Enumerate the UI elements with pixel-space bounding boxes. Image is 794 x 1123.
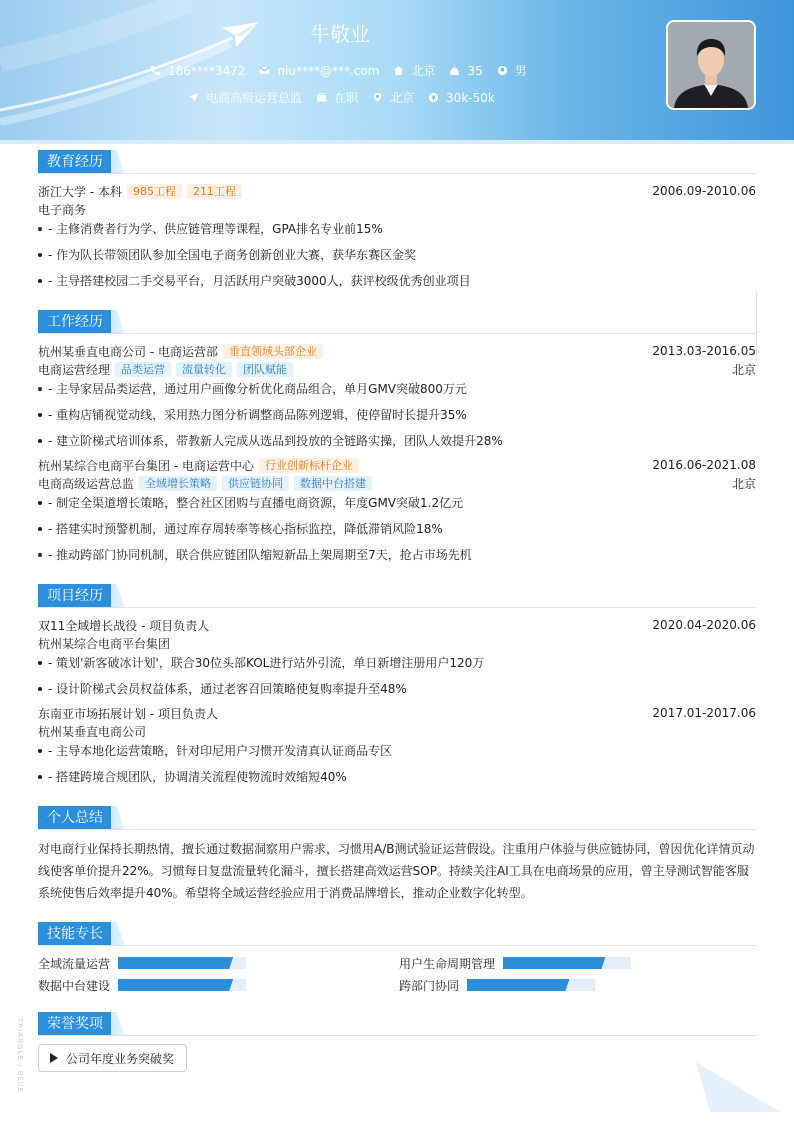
project-1-header	[38, 617, 756, 633]
bullet-text: - 策划'新客破冰计划'，联合30位头部KOL进行站外引流，单日新增注册用户120万	[48, 656, 485, 670]
bullet-text: - 主导搭建校园二手交易平台，月活跃用户突破3000人，获评校级优秀创业项目	[48, 274, 471, 288]
skill-bar-fill	[118, 957, 233, 969]
bullet-text: - 建立阶梯式培训体系，带教新人完成从选品到投放的全链路实操，团队人效提升28%	[48, 434, 503, 448]
list-item	[38, 221, 756, 237]
bullet-dot	[38, 387, 42, 391]
skill-bar-fill	[467, 979, 569, 991]
gender-item	[497, 62, 527, 79]
avatar-portrait	[668, 22, 754, 108]
title-triangle	[111, 806, 125, 830]
list-item	[38, 547, 756, 563]
section-title-skills	[38, 922, 125, 946]
send-icon	[188, 92, 199, 103]
home-icon	[393, 65, 404, 76]
age-value: 35	[467, 63, 483, 78]
email-value: niu****@***.com	[277, 63, 380, 78]
section-rule	[38, 173, 756, 174]
work-location: 北京	[731, 362, 756, 377]
project-title: 东南亚市场拓展计划 - 项目负责人	[38, 706, 218, 721]
gender-icon	[497, 65, 508, 76]
phone-item	[150, 64, 245, 78]
job-intent-row	[188, 89, 509, 106]
salary-value: 30k-50k	[446, 90, 495, 105]
target-city-value: 北京	[390, 91, 415, 105]
bullet-dot	[38, 749, 42, 753]
project-2-org: 杭州某垂直电商公司	[38, 724, 147, 739]
skill-item	[399, 977, 595, 993]
award-name: 公司年度业务突破奖	[66, 1051, 175, 1066]
section-title-education	[38, 150, 125, 174]
project-1-org: 杭州某综合电商平台集团	[38, 636, 171, 651]
section-rule	[38, 1035, 756, 1036]
bullet-text: - 推动跨部门协同机制，联合供应链团队缩短新品上架周期至7天，抢占市场先机	[48, 548, 472, 562]
title-triangle	[111, 584, 125, 608]
title-triangle	[111, 922, 125, 946]
project-dates: 2020.04-2020.06	[652, 618, 756, 632]
list-item	[38, 655, 756, 671]
role-tag: 供应链协同	[222, 476, 289, 491]
margin-line	[756, 292, 757, 362]
work-location: 北京	[731, 476, 756, 491]
skill-name: 跨部门协同	[399, 978, 460, 993]
role-tag: 数据中台搭建	[294, 476, 372, 491]
bullet-dot	[38, 775, 42, 779]
skill-item	[399, 955, 631, 971]
status-value: 在职	[334, 91, 359, 105]
bullet-dot	[38, 439, 42, 443]
work-dates: 2016.06-2021.08	[652, 458, 756, 472]
company-line: 杭州某垂直电商公司 - 电商运营部	[38, 344, 218, 359]
skill-bar	[118, 979, 246, 991]
status-item	[316, 89, 358, 106]
education-header	[38, 183, 756, 199]
bullet-text: - 主导本地化运营策略，针对印尼用户习惯开发清真认证商品专区	[48, 744, 393, 758]
bullet-text: - 搭建实时预警机制，通过库存周转率等核心指标监控，降低滞销风险18%	[48, 522, 443, 536]
bullet-dot	[38, 553, 42, 557]
section-label: 工作经历	[38, 310, 111, 334]
corner-triangle-decoration	[696, 1062, 780, 1112]
gender-value: 男	[514, 64, 527, 78]
list-item	[38, 743, 756, 759]
position-item	[188, 89, 302, 106]
header-banner	[0, 0, 794, 140]
company-tag: 行业创新标杆企业	[259, 458, 359, 473]
section-rule	[38, 333, 756, 334]
play-icon	[50, 1053, 58, 1063]
section-rule	[38, 829, 756, 830]
school-tag: 211工程	[187, 184, 242, 199]
phone-value: 186****3472	[168, 63, 246, 78]
list-item	[38, 407, 756, 423]
skill-name: 用户生命周期管理	[399, 956, 496, 971]
education-dates: 2006.09-2010.06	[652, 184, 756, 198]
header-divider	[0, 140, 794, 144]
bullet-dot	[38, 227, 42, 231]
bullet-text: - 主修消费者行为学、供应链管理等课程，GPA排名专业前15%	[48, 222, 383, 236]
contact-row	[150, 62, 541, 79]
skill-item	[38, 955, 246, 971]
watermark: TRIANGLE / BLUE	[16, 1018, 24, 1093]
bullet-text: - 重构店铺视觉动线，采用热力图分析调整商品陈列逻辑，使停留时长提升35%	[48, 408, 467, 422]
briefcase-icon	[316, 92, 327, 103]
bullet-text: - 制定全渠道增长策略，整合社区团购与直播电商资源，年度GMV突破1.2亿元	[48, 496, 464, 510]
list-item	[38, 521, 756, 537]
section-label: 个人总结	[38, 806, 111, 830]
section-title-work	[38, 310, 125, 334]
list-item	[38, 495, 756, 511]
skill-name: 数据中台建设	[38, 978, 111, 993]
title-triangle	[111, 1012, 125, 1036]
bullet-text: - 搭建跨境合规团队，协调清关流程使物流时效缩短40%	[48, 770, 347, 784]
work-dates: 2013.03-2016.05	[652, 344, 756, 358]
bullet-text: - 设计阶梯式会员权益体系，通过老客召回策略使复购率提升至48%	[48, 682, 407, 696]
section-title-honors	[38, 1012, 125, 1036]
education-major: 电子商务	[38, 202, 87, 217]
section-label: 技能专长	[38, 922, 111, 946]
project-dates: 2017.01-2017.06	[652, 706, 756, 720]
city-value: 北京	[411, 64, 436, 78]
work-2-header	[38, 457, 756, 473]
bullet-dot	[38, 413, 42, 417]
candidate-name: 牛敬业	[310, 22, 370, 46]
age-item	[449, 64, 482, 78]
position-value: 电商高级运营总监	[206, 91, 303, 105]
bullet-dot	[38, 501, 42, 505]
bullet-dot	[38, 527, 42, 531]
company-line: 杭州某综合电商平台集团 - 电商运营中心	[38, 458, 254, 473]
skill-bar-fill	[503, 957, 605, 969]
email-item	[259, 64, 379, 78]
bullet-text: - 主导家居品类运营，通过用户画像分析优化商品组合，单月GMV突破800万元	[48, 382, 467, 396]
role-title: 电商运营经理	[38, 362, 111, 377]
list-item	[38, 247, 756, 263]
section-title-summary	[38, 806, 125, 830]
work-1-header	[38, 343, 756, 359]
work-1-role	[38, 361, 756, 377]
list-item	[38, 769, 756, 785]
city-item	[393, 62, 435, 79]
section-label: 项目经历	[38, 584, 111, 608]
salary-item	[428, 91, 495, 105]
skill-item	[38, 977, 246, 993]
section-rule	[38, 607, 756, 608]
bullet-dot	[38, 279, 42, 283]
skill-name: 全域流量运营	[38, 956, 111, 971]
skill-bar-fill	[118, 979, 233, 991]
role-tag: 品类运营	[115, 362, 171, 377]
section-rule	[38, 945, 756, 946]
project-2-header	[38, 705, 756, 721]
target-city-item	[372, 89, 414, 106]
title-triangle	[111, 150, 125, 174]
school-line: 浙江大学 - 本科	[38, 184, 122, 199]
company-tag: 垂直领域头部企业	[223, 344, 323, 359]
list-item	[38, 681, 756, 697]
mail-icon	[259, 65, 270, 76]
school-tag: 985工程	[127, 184, 182, 199]
bullet-dot	[38, 687, 42, 691]
avatar	[666, 20, 756, 110]
skill-bar	[118, 957, 246, 969]
bullet-dot	[38, 661, 42, 665]
role-title: 电商高级运营总监	[38, 476, 135, 491]
skill-bar	[503, 957, 631, 969]
salary-icon	[428, 92, 439, 103]
skill-bar	[467, 979, 595, 991]
section-label: 教育经历	[38, 150, 111, 174]
bullet-dot	[38, 253, 42, 257]
list-item	[38, 381, 756, 397]
section-title-projects	[38, 584, 125, 608]
age-icon	[449, 65, 460, 76]
summary-text: 对电商行业保持长期热情，擅长通过数据洞察用户需求，习惯用A/B测试验证运营假设。注重用户体验与供应链协同，曾因优化详情页动线使客单价提升22%。习惯每日复盘流量转化漏斗，擅长搭建高效运营SOP。持续关注AI工具在电商场景的应用，曾主导测试智能客服系统使售后效率提升40%。希望将全域运营经验应用于消费品牌增长，推动企业数字化转型。	[38, 842, 755, 900]
title-triangle	[111, 310, 125, 334]
role-tag: 全域增长策略	[139, 476, 217, 491]
work-2-role	[38, 475, 756, 491]
list-item	[38, 273, 756, 289]
location-icon	[372, 92, 383, 103]
phone-icon	[150, 65, 161, 76]
list-item	[38, 433, 756, 449]
role-tag: 流量转化	[176, 362, 232, 377]
project-title: 双11全域增长战役 - 项目负责人	[38, 618, 210, 633]
bullet-text: - 作为队长带领团队参加全国电子商务创新创业大赛，获华东赛区金奖	[48, 248, 417, 262]
role-tag: 团队赋能	[237, 362, 293, 377]
award-chip	[38, 1044, 187, 1072]
section-label: 荣誉奖项	[38, 1012, 111, 1036]
